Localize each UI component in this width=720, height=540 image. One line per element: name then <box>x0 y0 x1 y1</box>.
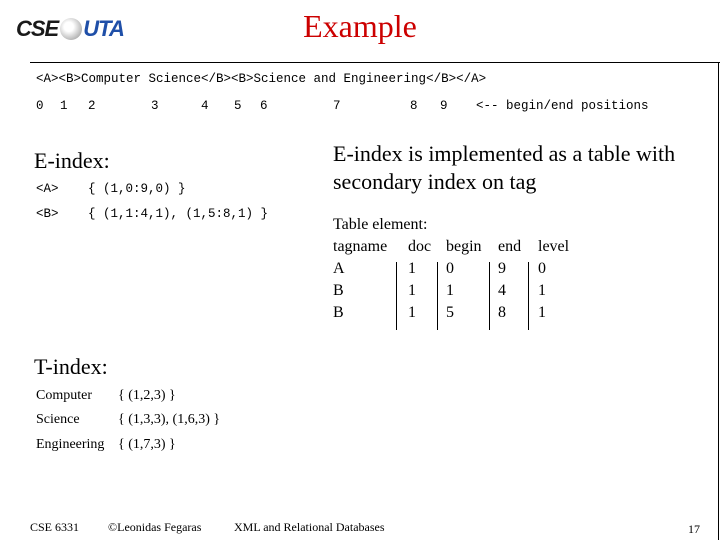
table-cell: 1 <box>408 260 416 277</box>
logo-text-cse: CSE <box>16 16 59 41</box>
position-number: 6 <box>260 99 268 113</box>
e-index-value: { (1,0:9,0) } <box>88 182 186 196</box>
table-cell: 9 <box>498 260 506 277</box>
table-cell: 1 <box>408 282 416 299</box>
right-edge-rule <box>718 62 719 540</box>
page-number: 17 <box>688 522 700 536</box>
e-index-tag: <B> <box>36 207 59 221</box>
table-header-cell: tagname <box>333 238 388 255</box>
e-index-tag: <A> <box>36 182 59 196</box>
table-column-level <box>538 236 569 324</box>
table-column-doc <box>408 236 431 324</box>
table-divider <box>396 262 397 330</box>
table-cell: 0 <box>446 260 454 277</box>
positions-note: <-- begin/end positions <box>476 99 649 113</box>
e-index-note-line: E-index is implemented as a table with <box>333 141 676 166</box>
xml-example: <A><B>Computer Science</B><B>Science and Engineering</B></A> <box>36 72 487 86</box>
header-rule <box>30 62 720 63</box>
table-divider <box>528 262 529 330</box>
table-header-cell: begin <box>446 238 482 255</box>
table-cell: 4 <box>498 282 506 299</box>
table-column-tagname <box>333 236 387 324</box>
t-index-value: { (1,7,3) } <box>118 437 176 452</box>
table-cell: 1 <box>538 304 546 321</box>
footer-course: CSE 6331 <box>30 520 80 534</box>
t-index-value: { (1,2,3) } <box>118 388 176 403</box>
table-cell: 1 <box>446 282 454 299</box>
table-header-cell: end <box>498 238 522 255</box>
e-index-note <box>333 140 675 196</box>
slide-title: Example <box>303 8 417 44</box>
footer-author: ©Leonidas Fegaras <box>108 520 202 534</box>
footer-topic: XML and Relational Databases <box>234 520 385 534</box>
table-cell: B <box>333 282 344 299</box>
t-index-term: Computer <box>36 388 92 403</box>
table-cell: 1 <box>538 282 546 299</box>
t-index-term: Science <box>36 412 80 427</box>
table-cell: 1 <box>408 304 416 321</box>
e-index-heading: E-index: <box>34 148 110 173</box>
position-number: 7 <box>333 99 341 113</box>
table-cell: 0 <box>538 260 546 277</box>
logo-text-uta: UTA <box>83 16 124 41</box>
t-index-heading: T-index: <box>34 354 108 379</box>
table-divider <box>489 262 490 330</box>
position-number: 1 <box>60 99 68 113</box>
t-index-term: Engineering <box>36 437 105 452</box>
table-divider <box>437 262 438 330</box>
position-number: 2 <box>88 99 96 113</box>
table-header-cell: doc <box>408 238 432 255</box>
e-index-note-line: secondary index on tag <box>333 169 537 194</box>
position-number: 8 <box>410 99 418 113</box>
position-number: 5 <box>234 99 242 113</box>
position-number: 9 <box>440 99 448 113</box>
table-cell: B <box>333 304 344 321</box>
position-number: 3 <box>151 99 159 113</box>
e-index-value: { (1,1:4,1), (1,5:8,1) } <box>88 207 269 221</box>
table-column-end <box>498 236 521 324</box>
table-caption: Table element: <box>333 216 428 233</box>
t-index-value: { (1,3,3), (1,6,3) } <box>118 412 221 427</box>
table-cell: A <box>333 260 345 277</box>
table-column-begin <box>446 236 482 324</box>
position-number: 0 <box>36 99 44 113</box>
table-cell: 5 <box>446 304 454 321</box>
table-header-cell: level <box>538 238 570 255</box>
position-number: 4 <box>201 99 209 113</box>
table-cell: 8 <box>498 304 506 321</box>
